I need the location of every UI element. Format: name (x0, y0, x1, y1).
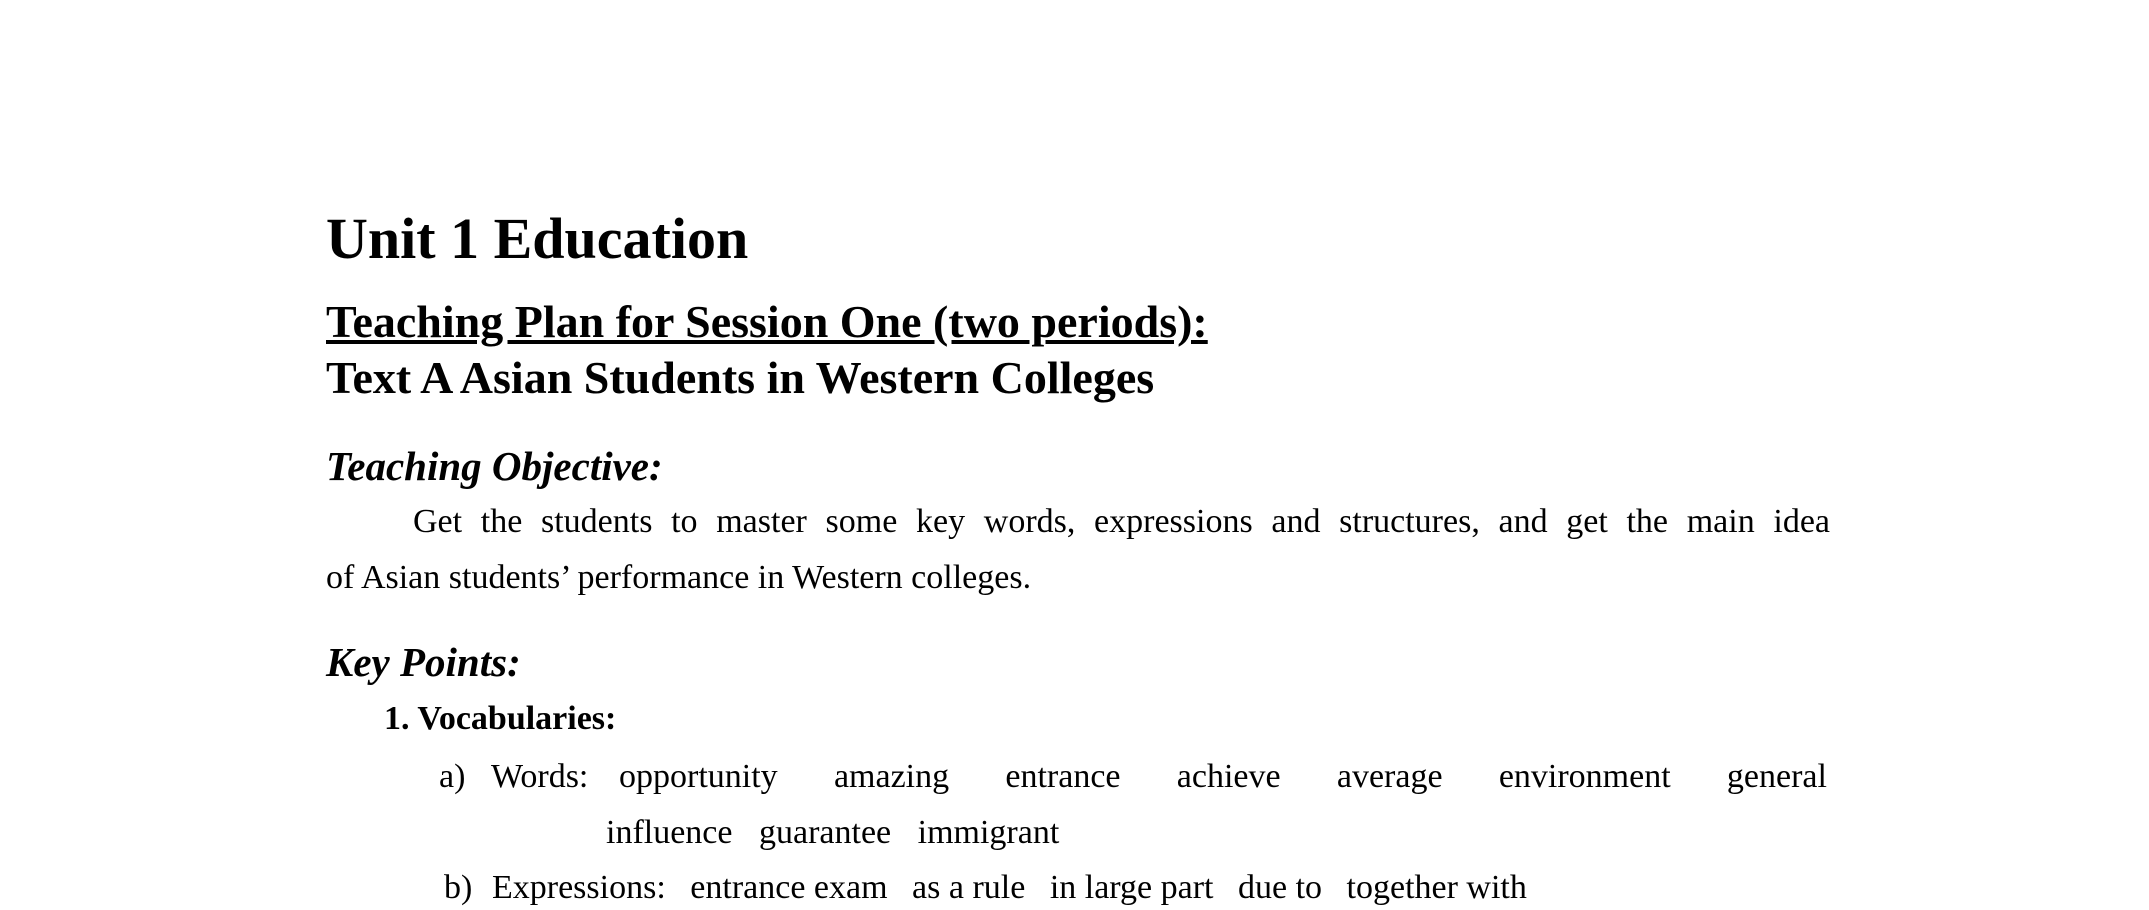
word-item: environment (1498, 758, 1671, 795)
unit-title: Unit 1 Education (326, 206, 749, 271)
word-item: immigrant (917, 814, 1060, 851)
expression-item: due to (1237, 869, 1323, 906)
word-item: amazing (833, 758, 950, 795)
vocabularies-heading: 1. Vocabularies: (384, 700, 617, 737)
list-marker-a: a) (439, 758, 466, 795)
text-title: Text A Asian Students in Western Colleges (326, 352, 1155, 403)
word-item: average (1336, 758, 1443, 795)
objective-paragraph-line-1: Get the students to master some key words, expressions and structures, and get the main idea (413, 503, 1830, 540)
expressions-list (492, 866, 1543, 910)
words-label: Words: (491, 758, 589, 795)
expression-item: entrance exam (690, 869, 888, 906)
objective-paragraph-line-2: of Asian students’ performance in Western colleges. (326, 559, 1032, 596)
expression-item: in large part (1049, 869, 1214, 906)
teaching-plan-title: Teaching Plan for Session One (two periods): (326, 296, 1208, 347)
expression-item: together with (1346, 869, 1527, 906)
word-item: achieve (1176, 758, 1281, 795)
words-list-line-1 (619, 755, 1827, 799)
expression-item: as a rule (912, 869, 1026, 906)
word-item: general (1726, 758, 1827, 795)
word-item: opportunity (619, 758, 778, 795)
list-marker-b: b) (444, 869, 473, 906)
key-points-heading: Key Points: (326, 639, 521, 685)
expressions-label: Expressions: (492, 869, 666, 906)
teaching-objective-heading: Teaching Objective: (326, 443, 663, 489)
words-list-line-2 (606, 811, 1077, 855)
word-item: guarantee (759, 814, 892, 851)
word-item: influence (606, 814, 733, 851)
word-item: entrance (1005, 758, 1121, 795)
